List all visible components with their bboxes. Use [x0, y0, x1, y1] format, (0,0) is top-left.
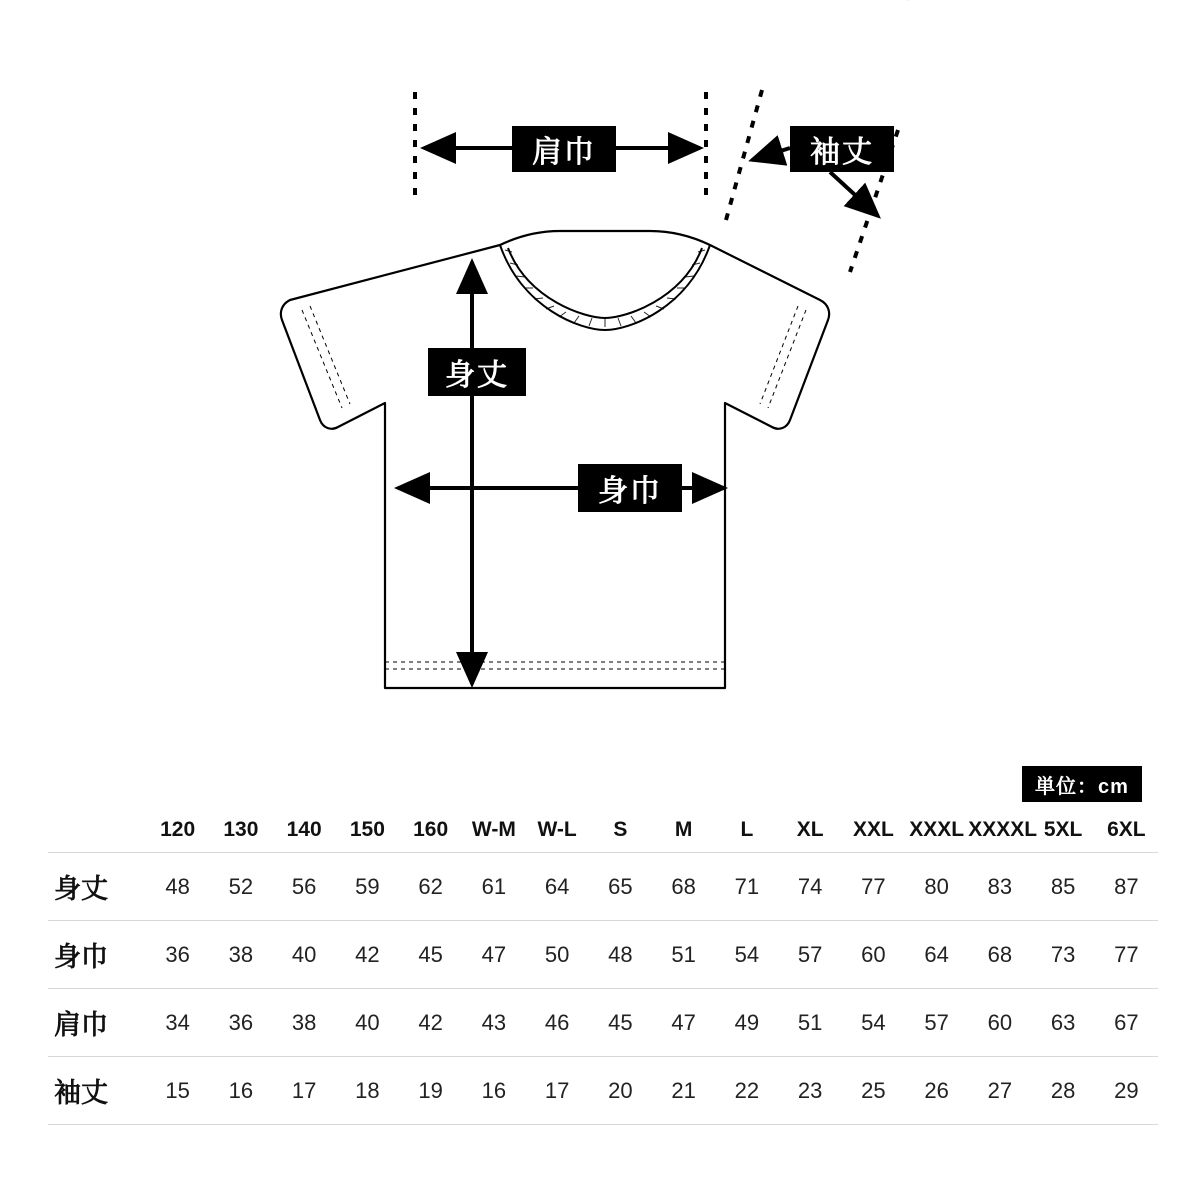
table-row [48, 989, 1158, 1057]
size-header-xl: XL [796, 818, 824, 841]
label-sleeve-length: 袖丈 [790, 126, 894, 172]
measure-value: 60 [861, 941, 886, 967]
measure-value: 36 [228, 1009, 254, 1035]
measure-value: 61 [481, 873, 507, 899]
measure-value: 47 [481, 941, 507, 967]
size-header-s: S [613, 818, 628, 841]
size-header-140: 140 [286, 818, 322, 841]
size-table [48, 812, 1158, 1125]
measure-value: 21 [671, 1077, 696, 1103]
measure-value: 16 [481, 1077, 507, 1103]
measure-value: 80 [924, 873, 949, 899]
measure-value: 56 [291, 873, 317, 899]
table-header-row [48, 812, 1158, 853]
measure-value: 54 [861, 1009, 886, 1035]
measure-value: 63 [1050, 1009, 1076, 1035]
unit-badge: 単位：cm [1022, 766, 1142, 802]
measure-value: 87 [1114, 873, 1139, 899]
size-header-5xl: 5XL [1043, 818, 1083, 841]
measure-value: 51 [671, 941, 696, 967]
size-header-160: 160 [413, 818, 449, 841]
measure-value: 23 [797, 1077, 823, 1103]
measure-value: 15 [165, 1077, 190, 1103]
size-header-xxxxl: XXXXL [968, 818, 1038, 841]
measure-value: 17 [291, 1077, 317, 1103]
measure-value: 47 [671, 1009, 696, 1035]
label-shoulder-width: 肩巾 [512, 126, 616, 172]
measure-value: 18 [355, 1077, 380, 1103]
table-body [48, 853, 1158, 1125]
measure-value: 29 [1114, 1077, 1139, 1103]
label-body-width: 身巾 [578, 464, 682, 512]
label-body-length: 身丈 [428, 348, 526, 396]
tshirt-outline [281, 231, 829, 688]
measure-value: 45 [418, 941, 443, 967]
measure-value: 77 [1114, 941, 1139, 967]
measure-label: 身巾 [54, 942, 108, 972]
measure-value: 16 [228, 1077, 254, 1103]
measure-value: 67 [1114, 1009, 1139, 1035]
size-header-6xl: 6XL [1107, 818, 1146, 841]
measure-value: 17 [544, 1077, 570, 1103]
measure-value: 49 [734, 1009, 760, 1035]
measure-value: 64 [924, 941, 949, 967]
size-header-w-l: W-L [537, 818, 577, 841]
measure-value: 38 [291, 1009, 317, 1035]
measure-value: 51 [797, 1009, 823, 1035]
measure-value: 65 [608, 873, 633, 899]
size-header-120: 120 [160, 818, 196, 841]
measure-value: 57 [797, 941, 823, 967]
measure-value: 83 [987, 873, 1013, 899]
measure-value: 34 [165, 1009, 190, 1035]
measure-value: 25 [861, 1077, 886, 1103]
measure-value: 64 [544, 873, 570, 899]
table-row [48, 853, 1158, 921]
size-header-xxxl: XXXL [909, 818, 965, 841]
measure-value: 60 [987, 1009, 1013, 1035]
measure-value: 48 [608, 941, 633, 967]
measure-label: 袖丈 [54, 1078, 108, 1108]
measure-value: 62 [418, 873, 443, 899]
measure-value: 22 [734, 1077, 760, 1103]
size-header-w-m: W-M [471, 818, 516, 841]
measure-value: 45 [608, 1009, 633, 1035]
measure-label: 身丈 [54, 874, 108, 904]
measure-value: 42 [355, 941, 380, 967]
measure-value: 40 [355, 1009, 380, 1035]
measure-value: 27 [987, 1077, 1013, 1103]
measure-value: 20 [608, 1077, 633, 1103]
measure-value: 59 [355, 873, 380, 899]
table-row [48, 921, 1158, 989]
measure-value: 85 [1050, 873, 1076, 899]
measure-value: 40 [291, 941, 317, 967]
measure-label: 肩巾 [54, 1010, 108, 1040]
measure-value: 46 [544, 1009, 570, 1035]
measure-value: 50 [544, 941, 570, 967]
measure-value: 43 [481, 1009, 507, 1035]
measure-value: 71 [734, 873, 760, 899]
size-table-area [0, 812, 1200, 1125]
measure-value: 54 [734, 941, 760, 967]
table-corner [48, 812, 146, 853]
table-row [48, 1057, 1158, 1125]
measure-value: 73 [1050, 941, 1076, 967]
measure-value: 77 [861, 873, 886, 899]
sleeve-guide-lines [726, 90, 898, 272]
measure-value: 57 [924, 1009, 949, 1035]
measure-value: 36 [165, 941, 190, 967]
measure-value: 38 [228, 941, 254, 967]
size-header-150: 150 [349, 818, 385, 841]
measure-value: 74 [797, 873, 823, 899]
measure-value: 26 [924, 1077, 949, 1103]
measure-value: 68 [987, 941, 1013, 967]
measure-value: 68 [671, 873, 696, 899]
size-header-l: L [740, 818, 754, 841]
size-header-xxl: XXL [852, 818, 894, 841]
size-header-m: M [674, 818, 693, 841]
measure-value: 19 [418, 1077, 443, 1103]
measure-value: 48 [165, 873, 190, 899]
measure-value: 28 [1050, 1077, 1076, 1103]
size-header-130: 130 [223, 818, 259, 841]
measure-value: 52 [228, 873, 254, 899]
measure-value: 42 [418, 1009, 443, 1035]
